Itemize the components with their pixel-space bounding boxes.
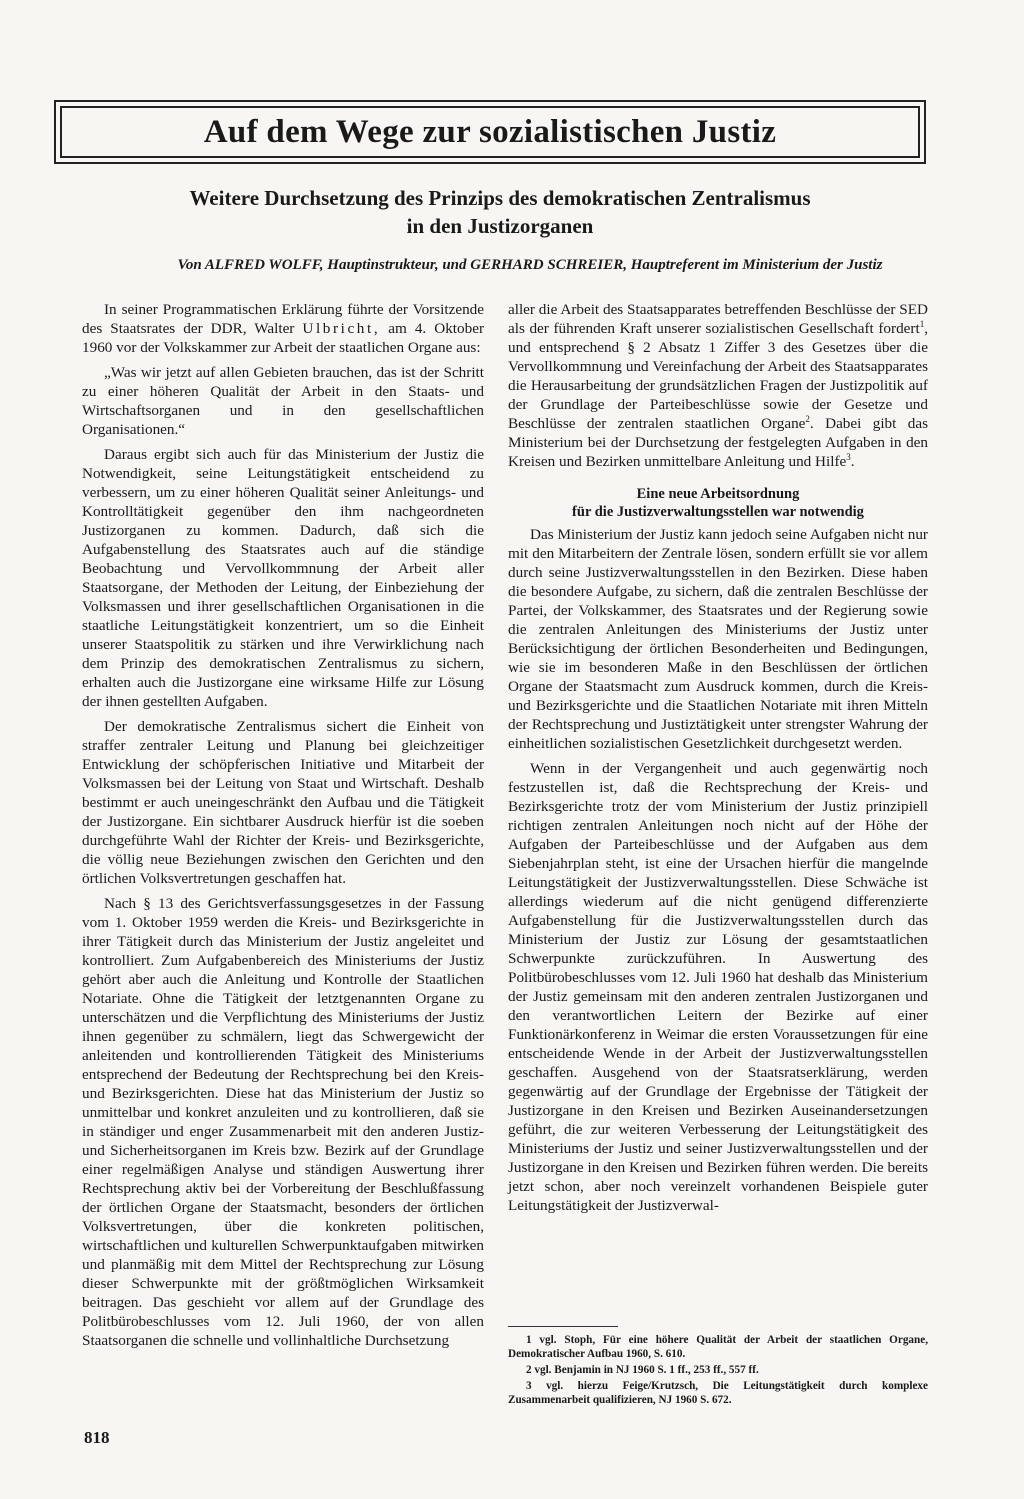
quote-paragraph: „Was wir jetzt auf allen Gebieten brauchen, das ist der Schritt zu einer höheren Qualität der Arbeit in den Staats- und Wirtschaftsorganen und in den gesellschaftlichen Organisationen.“: [82, 364, 484, 438]
paragraph-4: Nach § 13 des Gerichtsverfassungsgesetzes in der Fassung vom 1. Oktober 1959 werden die Kreis- und Bezirksgerichte in ihrer Tätigkeit durch das Ministerium der Justiz angeleitet und kontrolliert. Zum Aufgabenbereich des Ministeriums der Justiz gehört aber auch die Anleitung und Kontrolle der Staatlichen Notariate. Ohne die Tätigkeit der letztgenannten Organe zu unterschätzen und die Verpflichtung des Ministeriums der Justiz ihnen gegenüber zu schmälern, liegt das Schwergewicht der anleitenden und kontrollierenden Tätigkeit des Ministeriums entsprechend der Bedeutung der Rechtsprechung bei den Kreis- und Bezirksgerichten. Diese hat das Ministerium der Justiz so unmittelbar und konkret anzuleiten und zu kontrollieren, daß sie in ständiger und enger Zusammenarbeit mit den anderen Justiz- und Sicherheitsorganen im Kreis bzw. Bezirk auf der Grundlage einer regelmäßigen Analyse und ständigen Auswertung ihrer Rechtsprechung aktiv bei der Vorbereitung der Beschlußfassung der örtlichen Organe der Staatsmacht, besonders der örtlichen Volksvertretungen, über die konkreten politischen, wirtschaftlichen und kulturellen Schwerpunktaufgaben mitwirken und planmäßig mit dem Mittel der Rechtsprechung zur Lösung dieser Schwerpunkte mit der größtmöglichen Wirksamkeit beitragen. Das geschieht vor allem auf der Grundlage des Politbürobeschlusses vom 12. Juli 1960, der von allen Staatsorganen die schnelle und vollinhaltliche Durchsetzung: [82, 895, 484, 1349]
footnote-1: 1 vgl. Stoph, Für eine höhere Qualität der Arbeit der staatlichen Organe, Demokratischer Aufbau 1960, S. 610.: [508, 1334, 928, 1360]
subtitle-line-2: in den Justizorganen: [406, 214, 594, 238]
cont-text-d: .: [850, 453, 855, 470]
section-heading-line-2: für die Justizverwaltungsstellen war notwendig: [572, 504, 864, 520]
footnote-ref-1: 1: [919, 318, 925, 329]
footnote-3: 3 vgl. hierzu Feige/Krutzsch, Die Leitungstätigkeit durch komplexe Zusammenarbeit qualifizieren, NJ 1960 S. 672.: [508, 1380, 928, 1406]
footnote-rule: [508, 1326, 618, 1327]
paragraph-2: Daraus ergibt sich auch für das Ministerium der Justiz die Notwendigkeit, seine Leitungstätigkeit entscheidend zu verbessern, um zu einer höheren Qualität seiner Anleitungs- und Kontrolltätigkeit gegenüber den ihm nachgeordneten Justizorganen zu kommen. Dadurch, daß sich die Aufgabenstellung des Staatsrates auch auf die ständige Beobachtung und Vervollkommnung der Arbeit aller Staatsorgane, der Methoden der Leitung, der Einbeziehung der Volksmassen und ihrer gesellschaftlichen Organisationen in die staatliche Leitungstätigkeit konzentriert, um so die Einheit unserer Staatspolitik zu stärken und ihre Verwirklichung nach dem Prinzip des demokratischen Zentralismus zu sichern, erhalten auch die Justizorgane eine wirksame Hilfe zur Lösung der ihnen gestellten Aufgaben.: [82, 446, 484, 710]
subtitle-line-1: Weitere Durchsetzung des Prinzips des demokratischen Zentralismus: [189, 186, 811, 210]
name-ulbricht: Ulbricht,: [302, 320, 381, 337]
article-title-box: [60, 106, 920, 158]
paragraph-r3: Wenn in der Vergangenheit und auch gegenwärtig noch festzustellen ist, daß die Rechtsprechung der Kreis- und Bezirksgerichte trotz der vom Ministerium der Justiz prinzipiell richtigen zentralen Anleitungen noch nicht auf der Höhe der Aufgaben der Parteibeschlüsse und der Aufgaben aus dem Siebenjahrplan steht, ist eine der Ursachen hierfür die mangelnde Leitungstätigkeit der Justizverwaltungsstellen. Diese Schwäche ist allerdings wiederum auf die nicht genügend differenzierte Aufgabenstellung für die Justizverwaltungsstellen durch das Ministerium der Justiz zur Lösung der gesamtstaatlichen Schwerpunkte zurückzuführen. In Auswertung des Politbürobeschlusses vom 12. Juli 1960 hat deshalb das Ministerium der Justiz gemeinsam mit den anderen zentralen Justizorganen und den verantwortlichen Leitern der Bezirke auf einer Funktionärkonferenz in Weimar die ersten Voraussetzungen für eine entscheidende Wende in der Arbeit der Justizverwaltungsstellen geschaffen. Ausgehend von der Staatsratserklärung, werden gegenwärtig auf der Grundlage der Ergebnisse der Tätigkeit der Justizorgane in den Kreisen und Bezirken Auseinandersetzungen geführt, die zur weiteren Verbesserung der Leitungstätigkeit des Ministeriums der Justiz und seiner Justizverwaltungsstellen und der Justizorgane in den Kreisen und Bezirken führen werden. Die bereits jetzt schon, aber noch vereinzelt vorhandenen Beispiele guter Leitungstätigkeit der Justizverwal-: [508, 760, 928, 1214]
footnotes: [508, 1326, 928, 1409]
cont-text-b: , und entsprechend § 2 Absatz 1 Ziffer 3 des Gesetzes über die Vervollkommnung und Vereinfachung der Arbeit des Staatsapparates die Herausarbeitung der grundsätzlichen Fragen der Justizpolitik auf der Grundlage der Parteibeschlüsse sowie der Gesetze und Beschlüsse der zentralen staatlichen Organe: [508, 320, 928, 432]
author-byline: Von ALFRED WOLFF, Hauptinstrukteur, und GERHARD SCHREIER, Hauptreferent im Ministerium der Justiz: [177, 257, 883, 273]
section-heading: [508, 485, 928, 521]
article-title: Auf dem Wege zur sozialistischen Justiz: [203, 113, 777, 150]
section-heading-line-1: Eine neue Arbeitsordnung: [636, 486, 800, 502]
paragraph-continued: [508, 300, 928, 471]
intro-text-a: In seiner Programmatischen Erklärung führte der Vorsitzende des Staatsrates der DDR, Walter: [82, 301, 484, 337]
paragraph-r2: Das Ministerium der Justiz kann jedoch seine Aufgaben nicht nur mit den Mitarbeitern der Zentrale lösen, sondern erfüllt sie vor allem durch seine Justizverwaltungsstellen in den Bezirken. Diese haben die besondere Aufgabe, zu sichern, daß die zentralen Beschlüsse der Partei, der Volkskammer, des Staatsrates und der Regierung sowie die zentralen Anleitungen des Ministeriums der Justiz unter Berücksichtigung der örtlichen Besonderheiten und Bedingungen, wie sie im besonderen Maße in den Beschlüssen der örtlichen Organe der Staatsmacht zum Ausdruck kommen, durch die Kreis- und Bezirksgerichte und die Staatlichen Notariate mit ihren Mitteln der Rechtsprechung und Justiztätigkeit unter strengster Wahrung der einheitlichen sozialistischen Gesetzlichkeit durchgesetzt werden.: [508, 526, 928, 752]
footnote-ref-3: 3: [846, 451, 851, 462]
page-number: 818: [84, 1428, 110, 1447]
footnote-2: 2 vgl. Benjamin in NJ 1960 S. 1 ff., 253 ff., 557 ff.: [526, 1364, 759, 1376]
paragraph-intro: [82, 300, 484, 357]
intro-text-b: am 4. Oktober 1960 vor der Volkskammer zur Arbeit der staatlichen Organe aus:: [82, 320, 485, 356]
article-subtitle: [60, 184, 940, 240]
left-text-column: [82, 300, 484, 1356]
cont-text-c: . Dabei gibt das Ministerium bei der Durchsetzung der festgelegten Aufgaben in den Kreisen und Bezirken unmittelbare Anleitung und Hilfe: [508, 415, 928, 470]
paragraph-3: Der demokratische Zentralismus sichert die Einheit von straffer zentraler Leitung und Planung bei gleichzeitiger Entwicklung der schöpferischen Initiative und Mitarbeit der Volksmassen bei der Leitung von Staat und Wirtschaft. Deshalb bestimmt er auch uneingeschränkt den Aufbau und die Tätigkeit der Justizorgane. Ein sichtbarer Ausdruck hierfür ist die soeben durchgeführte Wahl der Richter der Kreis- und Bezirksgerichte, die völlig neue Beziehungen zwischen den Gerichten und den örtlichen Volksvertretungen geschaffen hat.: [82, 718, 484, 887]
cont-text-a: aller die Arbeit des Staatsapparates betreffenden Beschlüsse der SED als der führenden Kraft unserer sozialistischen Gesellschaft fordert: [508, 301, 928, 337]
footnote-ref-2: 2: [805, 413, 810, 424]
right-text-column: [508, 300, 928, 1221]
